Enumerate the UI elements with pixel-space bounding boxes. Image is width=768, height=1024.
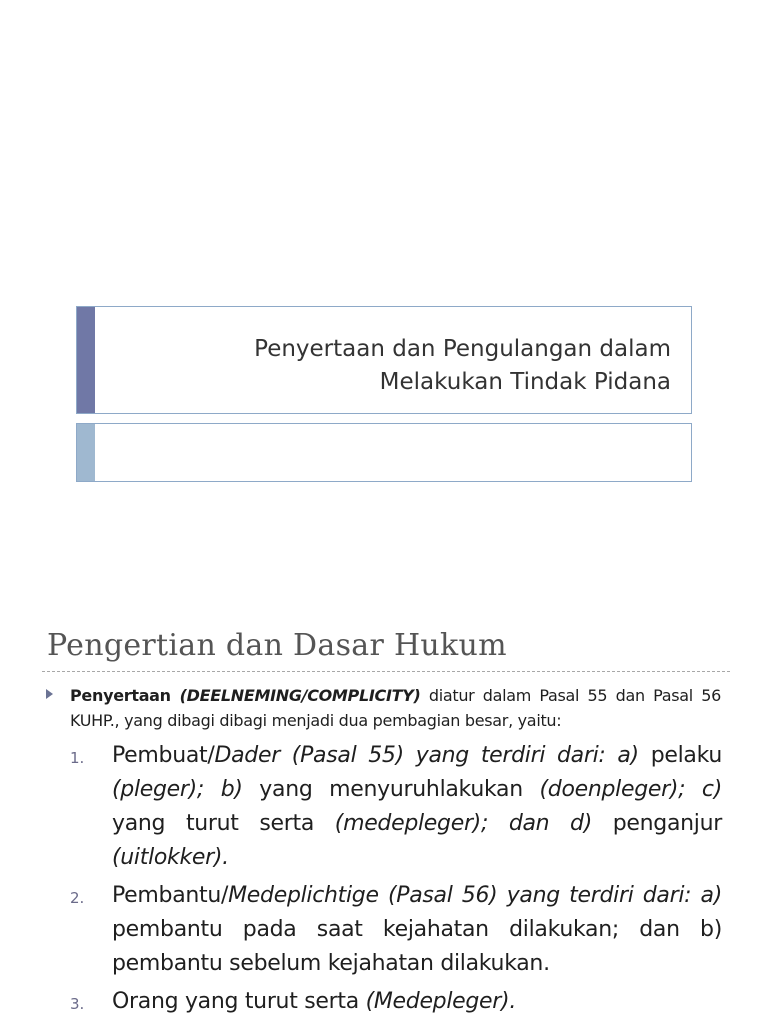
intro-bold-italic: (DEELNEMING/COMPLICITY) bbox=[170, 686, 421, 705]
list-item bbox=[112, 879, 722, 981]
list-item bbox=[112, 739, 722, 875]
list-item-text-run: (Medepleger). bbox=[365, 989, 517, 1014]
list-item-text-run: (uitlokker). bbox=[112, 845, 229, 870]
list-item-text-run: Orang yang turut serta bbox=[112, 989, 366, 1014]
slide-title bbox=[254, 333, 671, 399]
title-placeholder bbox=[76, 306, 692, 414]
intro-paragraph bbox=[70, 683, 721, 733]
list-number: 2. bbox=[70, 889, 85, 907]
list-number: 1. bbox=[70, 749, 85, 767]
subtitle-accent-bar bbox=[77, 424, 95, 481]
list-item-text-run: yang menyuruhlakukan bbox=[242, 777, 540, 802]
intro-rest: diatur dalam Pasal 55 dan Pasal 56 KUHP., yang dibagi dibagi menjadi dua pembagian besar, yaitu: bbox=[70, 686, 721, 730]
list-item-text-run: penganjur bbox=[592, 811, 722, 836]
list-item-text-run: (medepleger); dan d) bbox=[334, 811, 593, 836]
list-item-text-run: Medeplichtige (Pasal 56) yang terdiri dari: a) bbox=[228, 883, 722, 908]
list-item-text-run: Pembuat/ bbox=[112, 743, 215, 768]
list-number: 3. bbox=[70, 995, 85, 1013]
triangle-bullet-icon bbox=[46, 689, 53, 699]
list-item bbox=[112, 985, 722, 1019]
list-item-text-run: Dader (Pasal 55) yang terdiri dari: a) bbox=[214, 743, 639, 768]
slide-title-line-2: Melakukan Tindak Pidana bbox=[379, 369, 671, 395]
heading-divider bbox=[42, 671, 730, 672]
title-accent-bar bbox=[77, 307, 95, 413]
list-item-text-run: yang turut serta bbox=[112, 811, 335, 836]
section-heading: Pengertian dan Dasar Hukum bbox=[47, 628, 507, 663]
list-item-text-run: (doenpleger); c) bbox=[539, 777, 722, 802]
list-item-text-run: pembantu pada saat kejahatan dilakukan; dan b) pembantu sebelum kejahatan dilakukan. bbox=[112, 917, 722, 976]
list-item-text-run: pelaku bbox=[638, 743, 722, 768]
subtitle-placeholder bbox=[76, 423, 692, 482]
intro-bold: Penyertaan bbox=[70, 686, 171, 705]
list-item-text-run: (pleger); b) bbox=[112, 777, 243, 802]
slide-title-line-1: Penyertaan dan Pengulangan dalam bbox=[254, 336, 671, 362]
list-item-text-run: Pembantu/ bbox=[112, 883, 229, 908]
